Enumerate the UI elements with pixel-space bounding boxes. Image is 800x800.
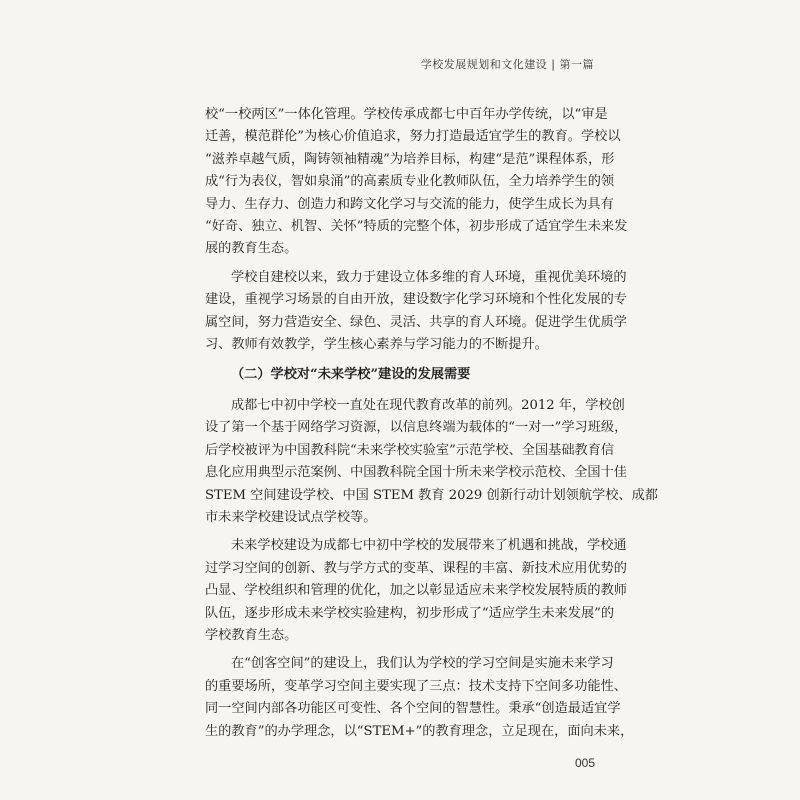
text-line: 展的教育生态。 [205,241,298,257]
text-line: 属空间，努力营造安全、绿色、灵活、共享的育人环境。促进学生优质学 [205,314,627,330]
text-line: 成都七中初中学校一直处在现代教育改革的前列。2012 年，学校创 [231,397,625,413]
text-line: 市未来学校建设试点学校等。 [205,509,377,525]
text-line: “好奇、独立、机智、关怀”特质的完整个体，初步形成了适宜学生未来发 [205,219,628,235]
page-number: 005 [574,756,595,770]
text-line: 设了第一个基于网络学习资源，以信息终端为载体的“一对一”学习班级， [205,420,628,436]
text-line: 凸显、学校组织和管理的优化，加之以彰显适应未来学校发展特质的教师 [205,583,627,599]
text-line: 队伍，逐步形成未来学校实验建构，初步形成了“适应学生未来发展”的 [205,605,615,621]
text-line: 习、教师有效教学，学生核心素养与学习能力的不断提升。 [205,337,548,353]
text-line: 后学校被评为中国教科院“未来学校实验室”示范学校、全国基础教育信 [205,442,615,458]
running-header [421,56,594,72]
text-line: 导力、生存力、创造力和跨文化学习与交流的能力，使学生成长为具有 [205,196,614,212]
text-line: “滋养卓越气质，陶铸领袖精魂”为培养目标，构建“是范”课程体系，形 [205,151,615,167]
text-line: 生的教育”的办学理念，以“STEM+”的教育理念，立足现在，面向未来， [205,723,634,739]
text-line: 过学习空间的创新、教与学方式的变革、课程的丰富、新技术应用优势的 [205,560,627,576]
text-line: 校“一校两区”一体化管理。学校传承成都七中百年办学传统，以“审是 [205,107,608,122]
text-line: 未来学校建设为成都七中初中学校的发展带来了机遇和挑战，学校通 [231,538,627,554]
text-line: 的重要场所，变革学习空间主要实现了三点：技术支持下空间多功能性、 [205,678,627,694]
paragraph [205,104,628,261]
section-heading: （二）学校对“未来学校”建设的发展需要 [231,367,471,383]
text-line: STEM 空间建设学校、中国 STEM 教育 2029 创新行动计划领航学校、成都 [205,487,658,503]
paragraph [205,535,627,647]
text-line: 建设，重视学习场景的自由开放，建设数字化学习环境和个性化发展的专 [205,292,627,308]
part-label: 第一篇 [559,58,594,71]
paragraph [205,395,658,529]
text-line: 同一空间内部各功能区可变性、各个空间的智慧性。秉承“创造最适宜学 [205,701,621,717]
body-text [205,104,658,743]
text-line: 学校教育生态。 [205,627,298,643]
text-line: 迁善，模范群伦”为核心价值追求，努力打造最适宜学生的教育。学校以 [205,129,621,145]
paragraph [205,653,634,743]
book-title: 学校发展规划和文化建设 [420,58,548,71]
text-line: 息化应用典型示范案例、中国教科院全国十所未来学校示范校、全国十佳 [205,465,627,481]
paragraph [205,267,627,357]
header-separator: | [551,58,556,71]
text-line: 成“行为表仪，智如泉涌”的高素质专业化教师队伍，全力培养学生的领 [205,174,615,190]
text-line: 在“创客空间”的建设上，我们认为学校的学习空间是实施未来学习 [231,656,614,672]
text-line: 学校自建校以来，致力于建设立体多维的育人环境，重视优美环境的 [231,269,627,285]
